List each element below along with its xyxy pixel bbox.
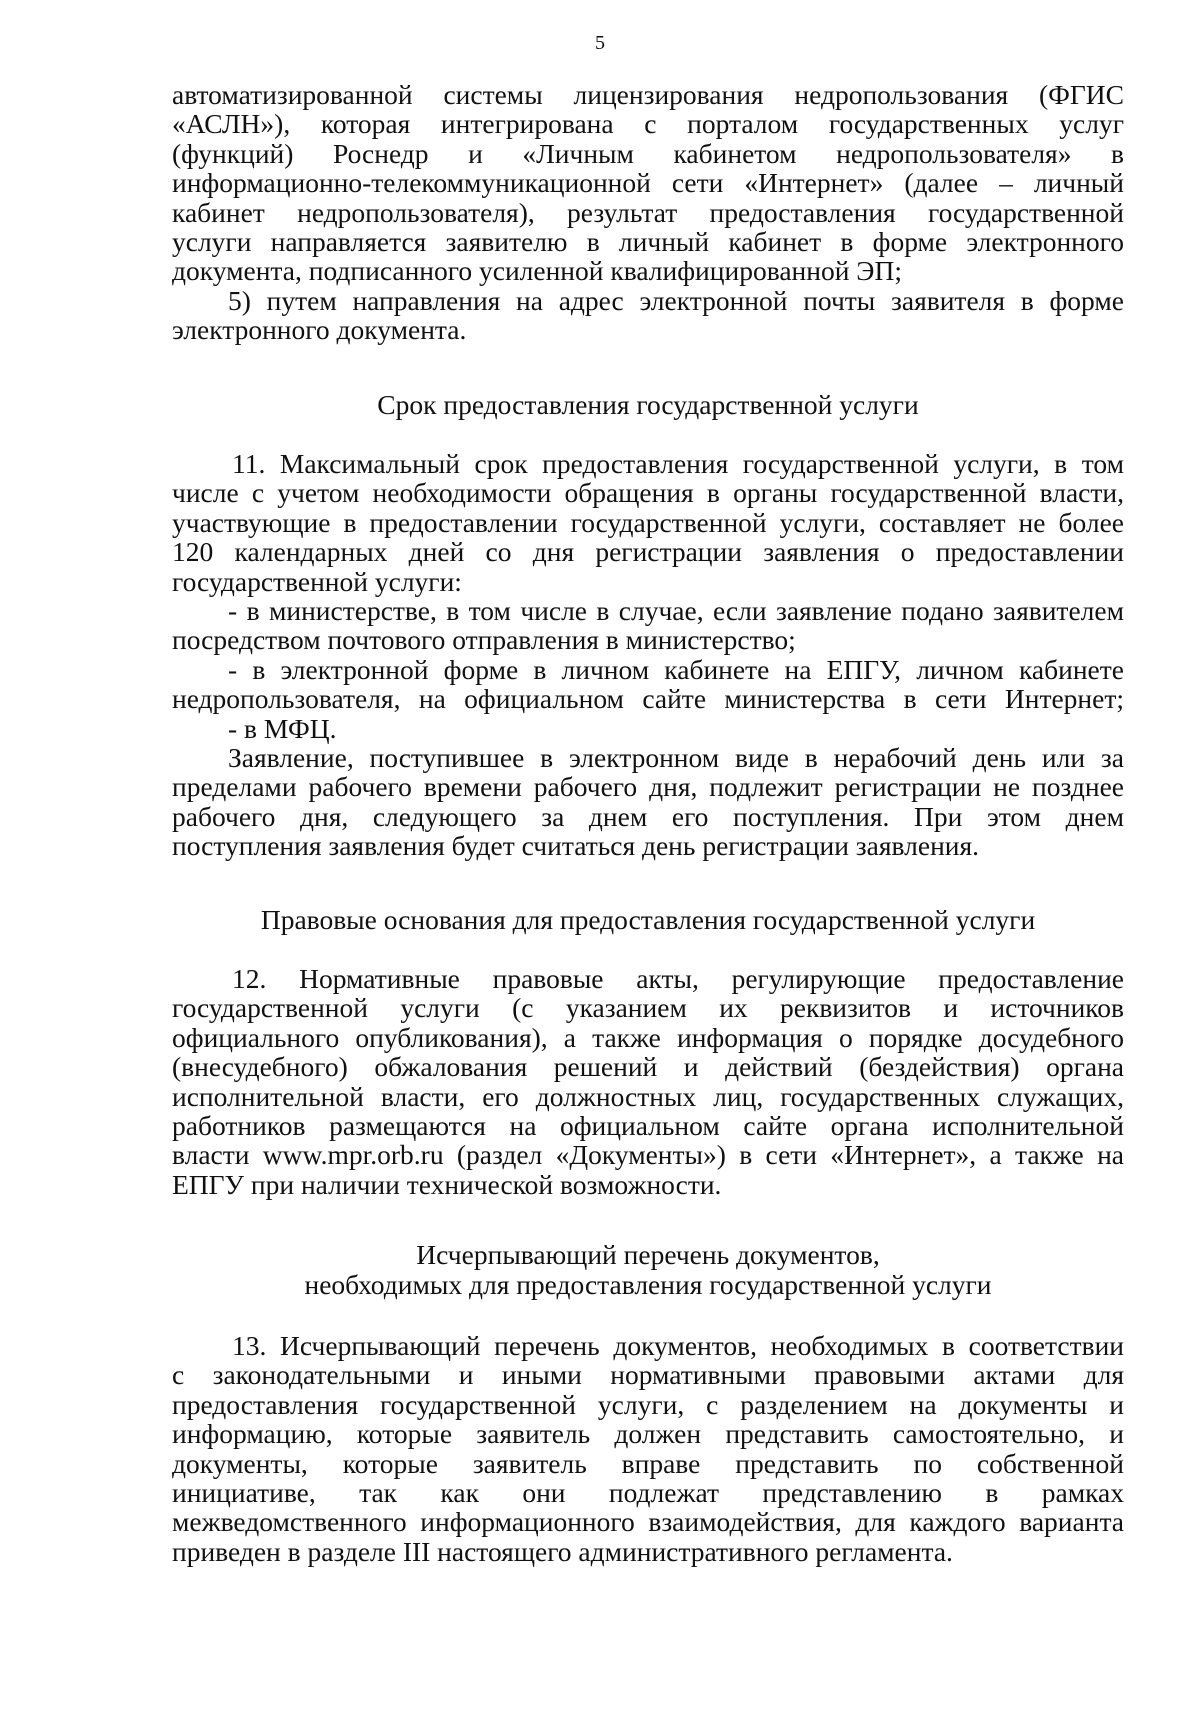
text-line: информационно-телекоммуникационной сети «Интернет» (далее – личный [172,167,1124,199]
text-line: 120 календарных дней со дня регистрации заявления о предоставлении [172,536,1124,568]
text-line: автоматизированной системы лицензирования недропользования (ФГИС [172,79,1124,110]
text-line: - в министерстве, в том числе в случае, если заявление подано заявителем [228,594,1124,626]
paragraph-block-4 [172,1331,1124,1566]
text-line: с законодательными и иными нормативными правовыми актами для [172,1359,1124,1391]
text-line: исполнительной власти, его должностных лиц, государственных служащих, [172,1080,1124,1112]
section-heading-term: Срок предоставления государственной услуги [377,389,919,420]
text-line: - в электронной форме в личном кабинете на ЕПГУ, личном кабинете [228,653,1124,685]
text-line: государственной услуги: [172,565,462,597]
text-line: 12. Нормативные правовые акты, регулирующие предоставление [232,963,1124,994]
page-number: 5 [595,32,605,54]
text-line: (внесудебного) обжалования решений и действий (бездействия) органа [172,1051,1124,1083]
text-line: участвующие в предоставлении государственной услуги, составляет не более [172,506,1124,538]
section-heading-documents [172,1240,1124,1300]
text-line: власти www.mpr.orb.ru (раздел «Документы») в сети «Интернет», а также на [172,1139,1124,1171]
text-line: рабочего дня, следующего за днем его поступления. При этом днем [172,800,1124,832]
paragraph-block-1 [172,80,1124,345]
text-line: приведен в разделе III настоящего административного регламента. [172,1535,953,1567]
text-line: (функций) Роснедр и «Личным кабинетом недропользователя» в [172,137,1124,169]
text-line: услуги направляется заявителю в личный кабинет в форме электронного [172,225,1124,257]
text-line: ЕПГУ при наличии технической возможности. [172,1168,722,1200]
text-line: Заявление, поступившее в электронном виде в нерабочий день или за [228,741,1124,773]
text-line: инициативе, так как они подлежат представлению в рамках [172,1476,1124,1508]
text-line: электронного документа. [172,314,467,346]
text-line: пределами рабочего времени рабочего дня, подлежит регистрации не позднее [172,771,1124,803]
heading-line: Исчерпывающий перечень документов, [416,1239,880,1270]
section-heading-legal-basis: Правовые основания для предоставления государственной услуги [260,904,1036,935]
text-line: информацию, которые заявитель должен представить самостоятельно, и [172,1418,1124,1450]
paragraph-block-2 [172,449,1124,860]
paragraph-block-3 [172,964,1124,1199]
text-line: числе с учетом необходимости обращения в органы государственной власти, [172,477,1124,509]
text-line: - в МФЦ. [228,712,337,744]
text-line: работников размещаются на официальном сайте органа исполнительной [172,1109,1124,1141]
text-line: 13. Исчерпывающий перечень документов, необходимых в соответствии [232,1330,1124,1361]
text-line: 5) путем направления на адрес электронной почты заявителя в форме [228,284,1124,316]
text-line: 11. Максимальный срок предоставления государственной услуги, в том [232,448,1124,479]
text-line: официального опубликования), а также информация о порядке досудебного [172,1021,1124,1053]
text-line: «АСЛН»), которая интегрирована с порталом государственных услуг [172,108,1124,140]
heading-line: необходимых для предоставления государственной услуги [304,1269,992,1300]
text-line: предоставления государственной услуги, с разделением на документы и [172,1388,1124,1420]
text-line: недропользователя, на официальном сайте министерства в сети Интернет; [172,683,1124,715]
text-line: государственной услуги (с указанием их реквизитов и источников [172,992,1124,1024]
text-line: документы, которые заявитель вправе представить по собственной [172,1447,1124,1479]
text-line: поступления заявления будет считаться день регистрации заявления. [172,830,980,862]
text-line: кабинет недропользователя), результат предоставления государственной [172,196,1124,228]
text-line: межведомственного информационного взаимодействия, для каждого варианта [172,1506,1124,1538]
text-line: документа, подписанного усиленной квалифицированной ЭП; [172,255,902,287]
text-line: посредством почтового отправления в министерство; [172,624,796,656]
